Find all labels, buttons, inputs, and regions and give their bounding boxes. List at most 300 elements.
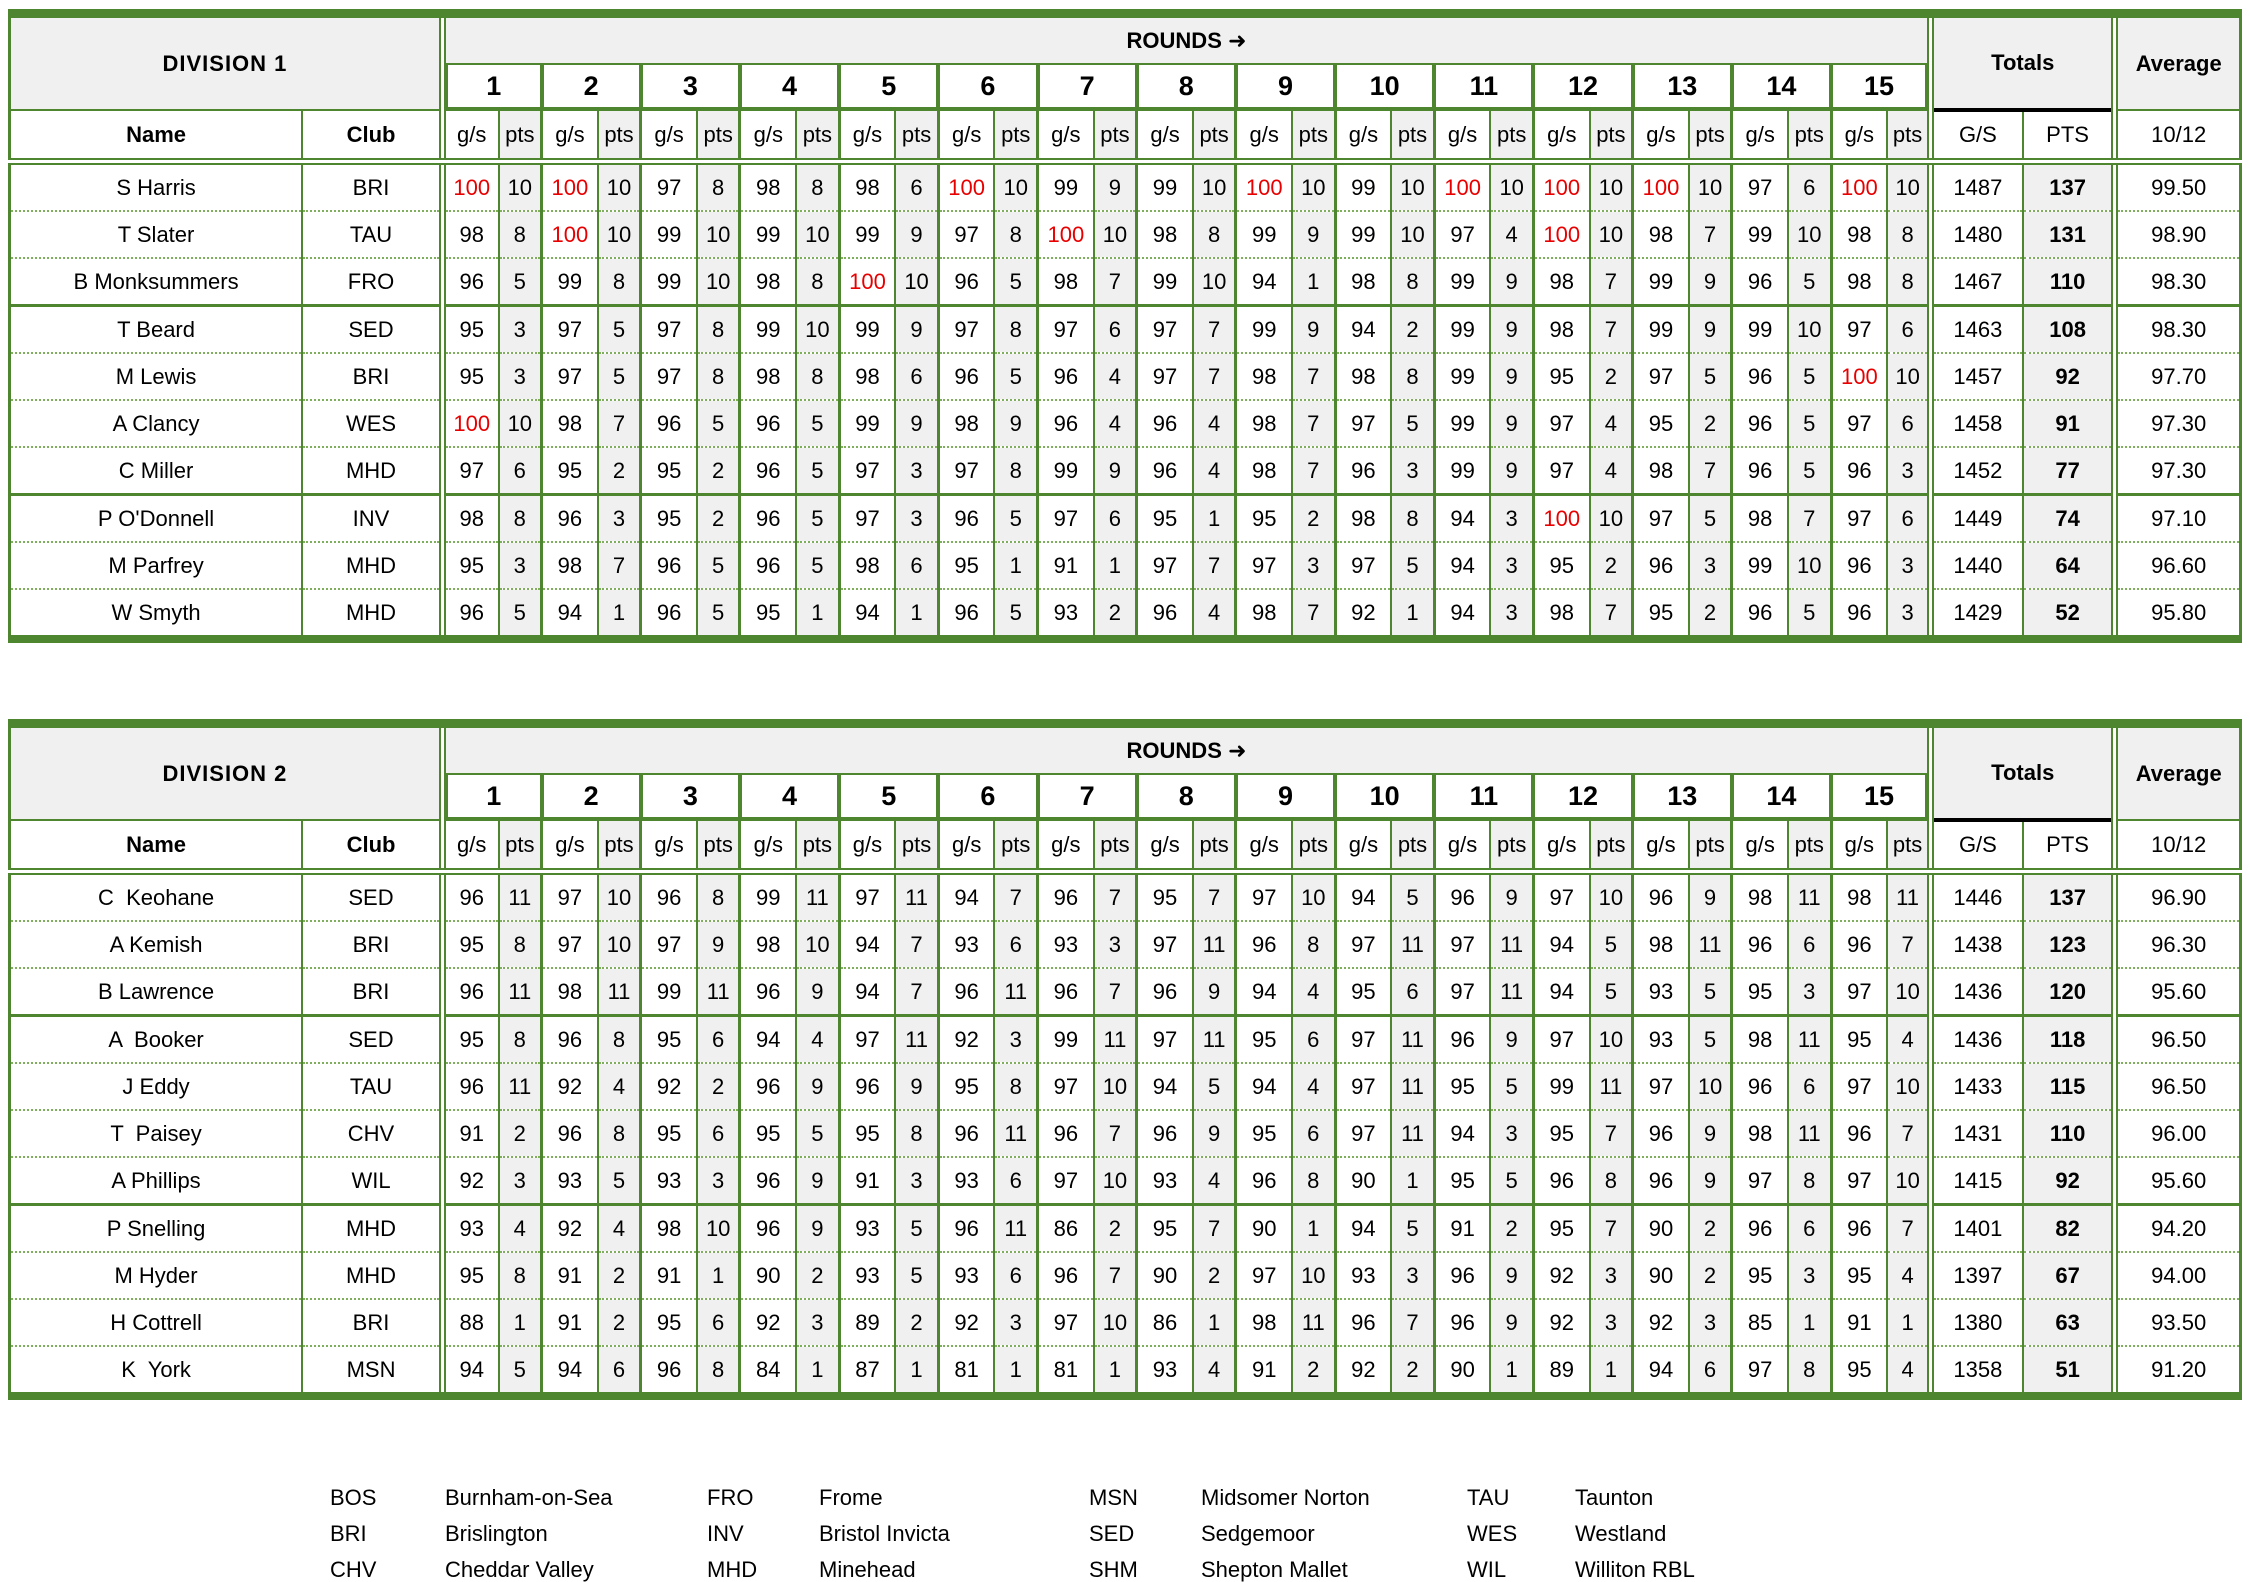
pts-cell: 4 xyxy=(1887,1252,1930,1299)
player-row xyxy=(10,400,2241,447)
round-number: 5 xyxy=(839,773,938,819)
pts-cell: 10 xyxy=(1094,211,1137,258)
pts-cell: 8 xyxy=(1391,353,1434,400)
pts-cell: 7 xyxy=(1193,353,1236,400)
average-cell: 98.90 xyxy=(2115,211,2241,258)
pts-cell: 10 xyxy=(1887,162,1930,212)
pts-cell: 9 xyxy=(1490,872,1533,922)
gs-cell: 99 xyxy=(839,400,895,447)
gs-cell: 97 xyxy=(1533,872,1589,922)
total-gs-cell: 1401 xyxy=(1931,1205,2023,1253)
gs-cell: 95 xyxy=(442,1252,498,1299)
gs-cell: 94 xyxy=(1335,306,1391,354)
round-15-header xyxy=(1831,773,1931,820)
average-cell: 96.50 xyxy=(2115,1063,2241,1110)
total-pts-cell: 108 xyxy=(2023,306,2115,354)
pts-cell: 8 xyxy=(796,353,839,400)
pts-cell: 3 xyxy=(1391,1252,1434,1299)
legend-abbr: SHM xyxy=(1089,1557,1138,1582)
gs-cell: 96 xyxy=(740,1157,796,1205)
player-name: K York xyxy=(10,1346,303,1396)
pts-cell: 10 xyxy=(598,162,641,212)
pts-cell: 3 xyxy=(1094,921,1137,968)
pts-cell: 5 xyxy=(499,589,542,639)
total-gs-cell: 1467 xyxy=(1931,258,2023,306)
average-cell: 91.20 xyxy=(2115,1346,2241,1396)
pts-cell: 8 xyxy=(697,306,740,354)
gs-cell: 93 xyxy=(641,1157,697,1205)
pts-cell: 6 xyxy=(895,353,938,400)
pts-column-header: pts xyxy=(1292,110,1335,162)
gs-cell: 97 xyxy=(1335,400,1391,447)
pts-column-header: pts xyxy=(697,820,740,872)
gs-cell: 97 xyxy=(1533,1016,1589,1064)
pts-cell: 7 xyxy=(1292,353,1335,400)
legend-abbr: BRI xyxy=(330,1521,367,1546)
round-number: 2 xyxy=(542,63,641,109)
pts-cell: 7 xyxy=(1590,306,1633,354)
gs-cell: 94 xyxy=(839,921,895,968)
gs-cell: 98 xyxy=(740,353,796,400)
gs-column-header: g/s xyxy=(1434,820,1490,872)
legend-club-name: Minehead xyxy=(819,1557,916,1582)
legend-club-name: Westland xyxy=(1575,1521,1667,1546)
gs-column-header: g/s xyxy=(1831,820,1887,872)
round-number: 15 xyxy=(1831,63,1927,109)
pts-cell: 7 xyxy=(1193,542,1236,589)
pts-cell: 9 xyxy=(895,306,938,354)
gs-cell: 90 xyxy=(1434,1346,1490,1396)
gs-cell: 97 xyxy=(1038,1063,1094,1110)
gs-cell: 97 xyxy=(442,447,498,495)
gs-cell: 99 xyxy=(1236,306,1292,354)
gs-cell: 92 xyxy=(1335,589,1391,639)
gs-cell: 96 xyxy=(938,968,994,1016)
pts-column-header: pts xyxy=(1094,110,1137,162)
player-club: MSN xyxy=(302,1346,442,1396)
gs-cell: 97 xyxy=(1533,400,1589,447)
pts-cell: 11 xyxy=(1391,1016,1434,1064)
pts-cell: 11 xyxy=(499,872,542,922)
pts-cell: 5 xyxy=(499,258,542,306)
player-row xyxy=(10,495,2241,543)
gs-column-header: g/s xyxy=(1236,110,1292,162)
gs-cell: 100 xyxy=(1831,353,1887,400)
pts-cell: 11 xyxy=(1788,872,1831,922)
gs-cell: 96 xyxy=(740,542,796,589)
pts-cell: 3 xyxy=(1887,447,1930,495)
total-gs-cell: 1452 xyxy=(1931,447,2023,495)
round-11-header xyxy=(1434,63,1533,110)
gs-cell: 93 xyxy=(938,921,994,968)
round-number: 11 xyxy=(1434,773,1533,819)
pts-column-header: pts xyxy=(1689,110,1732,162)
gs-cell: 90 xyxy=(1633,1252,1689,1299)
gs-cell: 96 xyxy=(1831,1205,1887,1253)
name-column-header: Name xyxy=(10,110,303,162)
pts-cell: 10 xyxy=(1292,162,1335,212)
gs-cell: 96 xyxy=(1831,921,1887,968)
pts-cell: 10 xyxy=(1193,162,1236,212)
gs-cell: 96 xyxy=(1434,872,1490,922)
pts-cell: 8 xyxy=(1590,1157,1633,1205)
pts-cell: 2 xyxy=(1689,400,1732,447)
pts-cell: 4 xyxy=(1590,447,1633,495)
player-club: MHD xyxy=(302,1252,442,1299)
total-gs-cell: 1487 xyxy=(1931,162,2023,212)
pts-cell: 9 xyxy=(796,1063,839,1110)
gs-cell: 96 xyxy=(740,1205,796,1253)
pts-cell: 6 xyxy=(895,162,938,212)
gs-cell: 97 xyxy=(542,921,598,968)
gs-cell: 98 xyxy=(542,400,598,447)
pts-cell: 9 xyxy=(1689,306,1732,354)
pts-cell: 11 xyxy=(994,1110,1037,1157)
pts-cell: 10 xyxy=(499,162,542,212)
gs-cell: 98 xyxy=(1038,258,1094,306)
gs-cell: 98 xyxy=(442,495,498,543)
gs-cell: 99 xyxy=(641,211,697,258)
gs-cell: 98 xyxy=(1236,447,1292,495)
gs-column-header: g/s xyxy=(542,110,598,162)
gs-cell: 95 xyxy=(1732,1252,1788,1299)
pts-cell: 10 xyxy=(1590,162,1633,212)
gs-cell: 91 xyxy=(542,1299,598,1346)
gs-cell: 92 xyxy=(1335,1346,1391,1396)
player-name: M Lewis xyxy=(10,353,303,400)
pts-cell: 7 xyxy=(1689,211,1732,258)
legend-abbr: MSN xyxy=(1089,1485,1138,1510)
player-row xyxy=(10,921,2241,968)
player-club: WIL xyxy=(302,1157,442,1205)
total-pts-cell: 92 xyxy=(2023,1157,2115,1205)
gs-cell: 89 xyxy=(1533,1346,1589,1396)
gs-cell: 97 xyxy=(1434,211,1490,258)
gs-cell: 99 xyxy=(1038,162,1094,212)
pts-cell: 9 xyxy=(1490,1252,1533,1299)
gs-cell: 89 xyxy=(839,1299,895,1346)
gs-cell: 95 xyxy=(1434,1157,1490,1205)
gs-cell: 99 xyxy=(839,306,895,354)
gs-cell: 95 xyxy=(1831,1346,1887,1396)
pts-column-header: pts xyxy=(796,820,839,872)
total-gs-cell: 1457 xyxy=(1931,353,2023,400)
total-gs-cell: 1446 xyxy=(1931,872,2023,922)
player-row xyxy=(10,1299,2241,1346)
player-name: A Phillips xyxy=(10,1157,303,1205)
legend-abbr: MHD xyxy=(707,1557,758,1582)
gs-cell: 94 xyxy=(938,872,994,922)
pts-cell: 10 xyxy=(796,921,839,968)
gs-cell: 92 xyxy=(938,1016,994,1064)
player-club: MHD xyxy=(302,542,442,589)
round-number: 8 xyxy=(1137,773,1236,819)
gs-cell: 98 xyxy=(1831,211,1887,258)
gs-cell: 99 xyxy=(1633,306,1689,354)
round-number: 3 xyxy=(641,63,740,109)
pts-cell: 9 xyxy=(1193,968,1236,1016)
pts-cell: 1 xyxy=(1193,495,1236,543)
player-club: TAU xyxy=(302,1063,442,1110)
pts-cell: 5 xyxy=(1590,921,1633,968)
gs-cell: 94 xyxy=(1434,1110,1490,1157)
pts-cell: 1 xyxy=(895,1346,938,1396)
round-number: 12 xyxy=(1533,63,1632,109)
pts-cell: 3 xyxy=(1788,968,1831,1016)
gs-column-header: g/s xyxy=(442,820,498,872)
gs-cell: 98 xyxy=(1335,495,1391,543)
average-header: Average xyxy=(2115,14,2241,111)
pts-cell: 8 xyxy=(1193,211,1236,258)
club-column-header: Club xyxy=(302,820,442,872)
gs-cell: 93 xyxy=(1137,1157,1193,1205)
total-pts-cell: 115 xyxy=(2023,1063,2115,1110)
pts-cell: 2 xyxy=(598,447,641,495)
gs-cell: 95 xyxy=(641,1299,697,1346)
player-row xyxy=(10,258,2241,306)
pts-cell: 3 xyxy=(1887,589,1930,639)
pts-cell: 4 xyxy=(598,1063,641,1110)
legend-club-name: Shepton Mallet xyxy=(1201,1557,1348,1582)
gs-cell: 95 xyxy=(938,542,994,589)
pts-cell: 2 xyxy=(895,1299,938,1346)
gs-cell: 93 xyxy=(938,1252,994,1299)
pts-cell: 7 xyxy=(1590,1205,1633,1253)
round-8-header xyxy=(1137,63,1236,110)
gs-cell: 98 xyxy=(839,353,895,400)
gs-cell: 94 xyxy=(839,968,895,1016)
pts-cell: 5 xyxy=(1689,495,1732,543)
pts-cell: 7 xyxy=(1887,921,1930,968)
gs-cell: 90 xyxy=(1633,1205,1689,1253)
player-row xyxy=(10,1157,2241,1205)
pts-cell: 5 xyxy=(1788,258,1831,306)
player-row xyxy=(10,353,2241,400)
gs-column-header: g/s xyxy=(1137,820,1193,872)
gs-cell: 98 xyxy=(1533,258,1589,306)
pts-cell: 5 xyxy=(598,1157,641,1205)
gs-cell: 98 xyxy=(740,258,796,306)
gs-column-header: g/s xyxy=(641,110,697,162)
pts-cell: 9 xyxy=(1689,258,1732,306)
division-title: DIVISION 1 xyxy=(10,14,443,111)
gs-cell: 94 xyxy=(1137,1063,1193,1110)
gs-cell: 96 xyxy=(1633,1157,1689,1205)
rounds-header-label: ROUNDS ➜ xyxy=(442,724,1930,774)
pts-cell: 10 xyxy=(598,921,641,968)
total-pts-cell: 82 xyxy=(2023,1205,2115,1253)
legend-abbr: TAU xyxy=(1467,1485,1510,1510)
gs-column-header: g/s xyxy=(442,110,498,162)
pts-cell: 7 xyxy=(1887,1110,1930,1157)
round-1-header xyxy=(442,63,541,110)
pts-cell: 4 xyxy=(1292,968,1335,1016)
gs-cell: 96 xyxy=(1335,447,1391,495)
gs-cell: 98 xyxy=(542,542,598,589)
total-gs-cell: 1436 xyxy=(1931,968,2023,1016)
pts-cell: 7 xyxy=(1689,447,1732,495)
pts-cell: 8 xyxy=(499,211,542,258)
pts-cell: 5 xyxy=(994,589,1037,639)
legend-abbr: INV xyxy=(707,1521,744,1546)
pts-column-header: pts xyxy=(697,110,740,162)
gs-cell: 97 xyxy=(1236,872,1292,922)
total-pts-cell: 120 xyxy=(2023,968,2115,1016)
pts-cell: 10 xyxy=(1689,1063,1732,1110)
pts-cell: 8 xyxy=(994,306,1037,354)
pts-cell: 4 xyxy=(1094,353,1137,400)
pts-cell: 1 xyxy=(1292,258,1335,306)
pts-cell: 3 xyxy=(1887,542,1930,589)
pts-cell: 11 xyxy=(1094,1016,1137,1064)
gs-cell: 99 xyxy=(641,258,697,306)
average-cell: 96.30 xyxy=(2115,921,2241,968)
gs-cell: 98 xyxy=(1236,589,1292,639)
average-sub-header: 10/12 xyxy=(2115,110,2241,162)
round-9-header xyxy=(1236,773,1335,820)
player-club: INV xyxy=(302,495,442,543)
gs-cell: 92 xyxy=(1533,1299,1589,1346)
pts-cell: 7 xyxy=(1292,589,1335,639)
pts-cell: 10 xyxy=(1788,542,1831,589)
pts-cell: 5 xyxy=(499,1346,542,1396)
pts-cell: 10 xyxy=(598,211,641,258)
round-number: 15 xyxy=(1831,773,1927,819)
pts-cell: 6 xyxy=(994,921,1037,968)
pts-cell: 2 xyxy=(1490,1205,1533,1253)
gs-cell: 95 xyxy=(1137,495,1193,543)
pts-cell: 6 xyxy=(1788,162,1831,212)
pts-cell: 9 xyxy=(994,400,1037,447)
gs-cell: 96 xyxy=(1831,447,1887,495)
average-cell: 97.30 xyxy=(2115,447,2241,495)
gs-cell: 97 xyxy=(1633,353,1689,400)
gs-cell: 100 xyxy=(442,400,498,447)
gs-cell: 92 xyxy=(442,1157,498,1205)
division-1-table xyxy=(8,9,2242,643)
gs-cell: 94 xyxy=(1434,495,1490,543)
gs-cell: 99 xyxy=(1137,162,1193,212)
round-2-header xyxy=(542,773,641,820)
pts-cell: 10 xyxy=(1689,162,1732,212)
pts-cell: 9 xyxy=(796,1205,839,1253)
pts-cell: 3 xyxy=(1590,1299,1633,1346)
gs-cell: 92 xyxy=(1533,1252,1589,1299)
gs-cell: 96 xyxy=(1335,1299,1391,1346)
gs-cell: 97 xyxy=(839,1016,895,1064)
gs-cell: 95 xyxy=(740,1110,796,1157)
pts-cell: 4 xyxy=(1292,1063,1335,1110)
gs-cell: 94 xyxy=(542,589,598,639)
gs-cell: 94 xyxy=(1236,968,1292,1016)
total-pts-cell: 92 xyxy=(2023,353,2115,400)
pts-cell: 1 xyxy=(1490,1346,1533,1396)
gs-cell: 88 xyxy=(442,1299,498,1346)
round-3-header xyxy=(641,63,740,110)
gs-cell: 97 xyxy=(1038,1157,1094,1205)
pts-cell: 6 xyxy=(1094,495,1137,543)
gs-cell: 96 xyxy=(938,1205,994,1253)
pts-cell: 10 xyxy=(1590,872,1633,922)
gs-cell: 97 xyxy=(1533,447,1589,495)
pts-cell: 11 xyxy=(1689,921,1732,968)
pts-column-header: pts xyxy=(1887,820,1930,872)
gs-cell: 97 xyxy=(1831,495,1887,543)
player-club: BRI xyxy=(302,162,442,212)
gs-column-header: g/s xyxy=(1335,820,1391,872)
pts-cell: 11 xyxy=(994,968,1037,1016)
gs-cell: 98 xyxy=(1533,589,1589,639)
gs-cell: 97 xyxy=(641,921,697,968)
pts-cell: 10 xyxy=(697,1205,740,1253)
player-name: P Snelling xyxy=(10,1205,303,1253)
gs-column-header: g/s xyxy=(1137,110,1193,162)
pts-cell: 10 xyxy=(1887,968,1930,1016)
pts-cell: 11 xyxy=(1490,921,1533,968)
pts-cell: 7 xyxy=(1193,872,1236,922)
totals-header: Totals xyxy=(1931,724,2115,821)
gs-cell: 96 xyxy=(1137,447,1193,495)
gs-cell: 95 xyxy=(1633,589,1689,639)
pts-cell: 6 xyxy=(1887,306,1930,354)
total-gs-cell: 1463 xyxy=(1931,306,2023,354)
total-pts-cell: 118 xyxy=(2023,1016,2115,1064)
pts-cell: 1 xyxy=(1391,1157,1434,1205)
gs-cell: 99 xyxy=(1732,211,1788,258)
total-gs-cell: 1429 xyxy=(1931,589,2023,639)
pts-cell: 8 xyxy=(697,1346,740,1396)
gs-cell: 96 xyxy=(839,1063,895,1110)
gs-cell: 98 xyxy=(839,542,895,589)
gs-cell: 96 xyxy=(1137,968,1193,1016)
gs-cell: 95 xyxy=(740,589,796,639)
round-number: 11 xyxy=(1434,63,1533,109)
pts-cell: 10 xyxy=(796,211,839,258)
gs-cell: 96 xyxy=(641,589,697,639)
gs-cell: 96 xyxy=(1732,1063,1788,1110)
gs-cell: 93 xyxy=(1038,921,1094,968)
gs-cell: 100 xyxy=(442,162,498,212)
gs-cell: 97 xyxy=(641,306,697,354)
pts-cell: 2 xyxy=(1590,542,1633,589)
round-number: 4 xyxy=(740,773,839,819)
pts-cell: 2 xyxy=(1391,306,1434,354)
gs-cell: 97 xyxy=(938,447,994,495)
average-cell: 96.60 xyxy=(2115,542,2241,589)
gs-cell: 85 xyxy=(1732,1299,1788,1346)
gs-cell: 96 xyxy=(442,968,498,1016)
pts-cell: 3 xyxy=(1490,1110,1533,1157)
pts-cell: 10 xyxy=(499,400,542,447)
gs-column-header: g/s xyxy=(740,110,796,162)
pts-cell: 6 xyxy=(1292,1110,1335,1157)
gs-cell: 92 xyxy=(542,1205,598,1253)
gs-cell: 97 xyxy=(1732,1346,1788,1396)
gs-cell: 95 xyxy=(442,1016,498,1064)
gs-cell: 96 xyxy=(1732,353,1788,400)
pts-cell: 5 xyxy=(1788,400,1831,447)
gs-column-header: g/s xyxy=(1533,110,1589,162)
pts-cell: 6 xyxy=(1094,306,1137,354)
pts-cell: 3 xyxy=(895,495,938,543)
pts-column-header: pts xyxy=(1788,820,1831,872)
round-11-header xyxy=(1434,773,1533,820)
pts-cell: 3 xyxy=(598,495,641,543)
gs-column-header: g/s xyxy=(839,110,895,162)
average-cell: 97.30 xyxy=(2115,400,2241,447)
gs-column-header: g/s xyxy=(1732,110,1788,162)
legend-club-name: Taunton xyxy=(1575,1485,1654,1510)
